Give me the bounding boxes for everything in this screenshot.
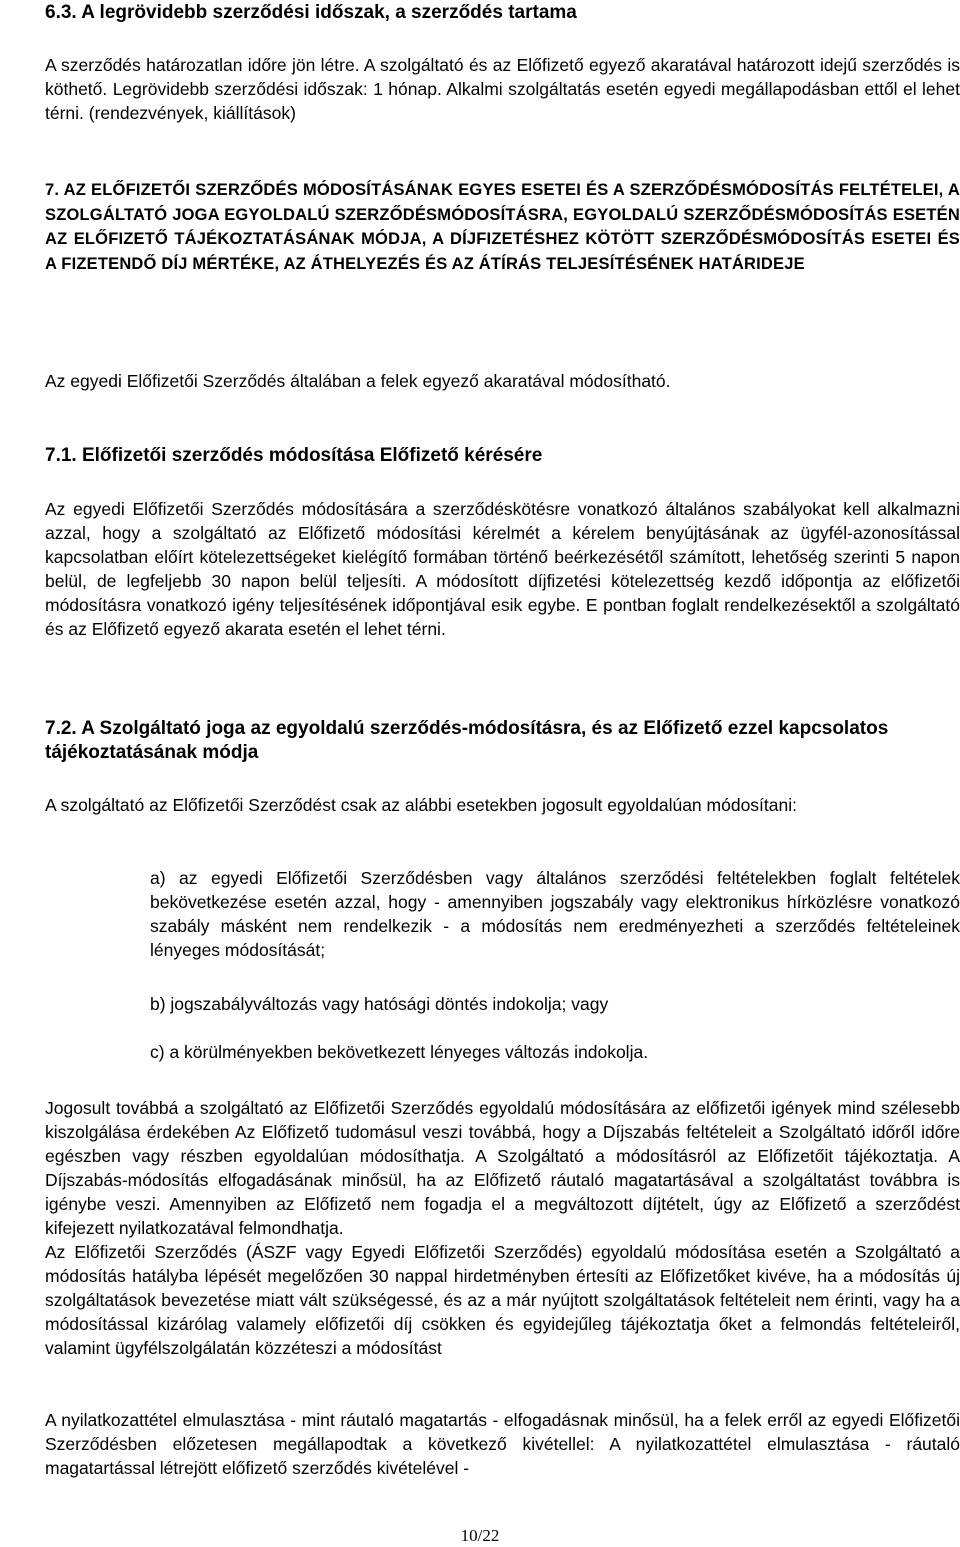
section-7-2-intro: A szolgáltató az Előfizetői Szerződést csak az alábbi esetekben jogosult egyoldalúan módosítani: xyxy=(45,795,797,815)
section-7-1-heading: 7.1. Előfizetői szerződés módosítása Előfizető kérésére xyxy=(45,445,543,466)
section-7-2-paragraph-1: Jogosult továbbá a szolgáltató az Előfizetői Szerződés egyoldalú módosítására az előfizetői igények mind szélesebb kiszolgálása érdekében Az Előfizető tudomásul veszi továbbá, hogy a Díjszabás feltételeit a Szolgáltató időről időre egészben vagy részben egyoldalúan módosíthatja. A Szolgáltató a módosításról az Előfizetőit tájékoztatja. A Díjszabás-módosítás elfogadásának minősül, ha az Előfizető ráutaló magatartásával a szolgáltatást továbbra is igénybe veszi. Amennyiben az Előfizető nem fogadja el a megváltozott díjtételt, úgy az Előfizető a szerződést kifejezett nyilatkozatával felmondhatja. xyxy=(45,1098,960,1238)
list-item-b: b) jogszabályváltozás vagy hatósági döntés indokolja; vagy xyxy=(150,994,609,1014)
section-7-2-heading: 7.2. A Szolgáltató joga az egyoldalú szerződés-módosításra, és az Előfizető ezzel kapcsolatos tájékoztatásának módja xyxy=(45,718,889,763)
page-number: 10/22 xyxy=(460,1526,500,1545)
list-item-a: a) az egyedi Előfizetői Szerződésben vagy általános szerződési feltételekben foglalt feltételek bekövetkezése esetén azzal, hogy - amennyiben jogszabály vagy elektronikus hírközlésre vonatkozó szabály másként nem rendelkezik - a módosítás nem eredményezheti a szerződés feltételeinek lényeges módosítását; xyxy=(150,868,960,960)
list-item-c: c) a körülményekben bekövetkezett lényeges változás indokolja. xyxy=(150,1042,649,1062)
section-7-2-paragraph-3: A nyilatkozattétel elmulasztása - mint ráutaló magatartás - elfogadásnak minősül, ha a felek erről az egyedi Előfizetői Szerződésben előzetesen megállapodtak a következő kivétellel: A nyilatkozattétel elmulasztása - ráutaló magatartással létrejött előfizető szerződés kivételével - xyxy=(45,1410,960,1478)
section-7-2-paragraph-2: Az Előfizetői Szerződés (ÁSZF vagy Egyedi Előfizetői Szerződés) egyoldalú módosítása esetén a Szolgáltató a módosítás hatályba lépését megelőzően 30 nappal hirdetményben értesíti az Előfizetőket kivéve, ha a módosítás új szolgáltatások bevezetése miatt vált szükségessé, és az a már nyújtott szolgáltatások feltételeit nem érinti, vagy ha a módosítással kizárólag valamely előfizetői díj csökken és egyidejűleg tájékoztatja őket a felmondás feltételeiről, valamint ügyfélszolgálatán közzéteszi a módosítást xyxy=(45,1242,960,1358)
section-7-heading: 7. AZ ELŐFIZETŐI SZERZŐDÉS MÓDOSÍTÁSÁNAK EGYES ESETEI ÉS A SZERZŐDÉSMÓDOSÍTÁS FELTÉTELEI, A SZOLGÁLTATÓ JOGA EGYOLDALÚ SZERZŐDÉSMÓDOSÍTÁSRA, EGYOLDALÚ SZERZŐDÉSMÓDOSÍTÁS ESETÉN AZ ELŐFIZETŐ TÁJÉKOZTATÁSÁNAK MÓDJA, A DÍJFIZETÉSHEZ KÖTÖTT SZERZŐDÉSMÓDOSÍTÁS ESETEI ÉS A FIZETENDŐ DÍJ MÉRTÉKE, AZ ÁTHELYEZÉS ÉS AZ ÁTÍRÁS TELJESÍTÉSÉNEK HATÁRIDEJE xyxy=(45,181,960,273)
section-6-3-text: A szerződés határozatlan időre jön létre. A szolgáltató és az Előfizető egyező akaratával határozott idejű szerződés is köthető. Legrövidebb szerződési időszak: 1 hónap. Alkalmi szolgáltatás esetén egyedi megállapodásban ettől el lehet térni. (rendezvények, kiállítások) xyxy=(45,55,960,123)
section-7-1-text: Az egyedi Előfizetői Szerződés módosítására a szerződéskötésre vonatkozó általános szabályokat kell alkalmazni azzal, hogy a szolgáltató az Előfizető módosítási kérelmét a kérelem benyújtásának az ügyfél-azonosítással kapcsolatban előírt kötelezettségeket kielégítő formában történő beérkezésétől számított, lehetőség szerinti 5 napon belül, de legfeljebb 30 napon belül teljesíti. A módosított díjfizetési kötelezettség kezdő időpontja az előfizetői módosításra vonatkozó igény teljesítésének időpontjával esik egybe. E pontban foglalt rendelkezésektől a szolgáltató és az Előfizető egyező akarata esetén el lehet térni. xyxy=(45,499,960,639)
section-7-intro: Az egyedi Előfizetői Szerződés általában a felek egyező akaratával módosítható. xyxy=(45,371,671,391)
section-6-3-heading: 6.3. A legrövidebb szerződési időszak, a szerződés tartama xyxy=(45,2,577,23)
